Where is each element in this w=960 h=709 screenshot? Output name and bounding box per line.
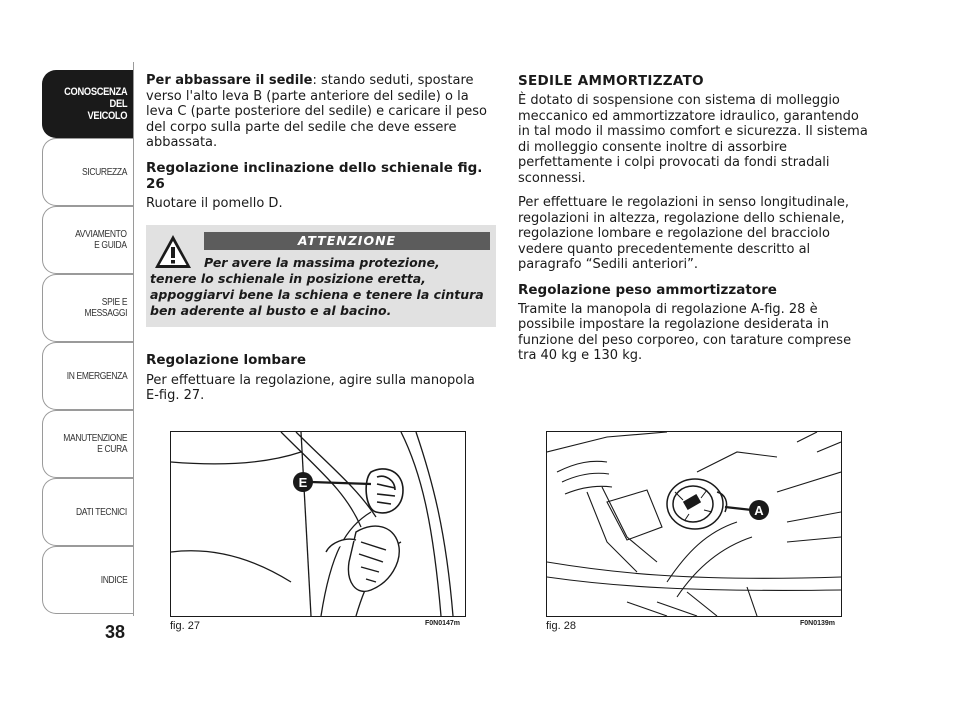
- tab-conoscenza-del-veicolo[interactable]: [42, 70, 134, 138]
- left-column: [146, 73, 498, 220]
- tab-label: MANUTENZIONE E CURA: [63, 433, 127, 455]
- tab-label: SICUREZZA: [81, 166, 127, 178]
- right-column: [518, 73, 868, 373]
- tab-manutenzione-e-cura[interactable]: [42, 410, 134, 478]
- paragraph-adjustments: Per effettuare le regolazioni in senso longitudinale, regolazioni in altezza, regolazione dello schienale, regolazione lombare e regolazione del bracciolo vedere quanto precedentemente descritto al paragrafo “Sedili anteriori”.: [518, 195, 850, 272]
- paragraph-lower-seat: [146, 73, 498, 151]
- tab-in-emergenza[interactable]: [42, 342, 134, 410]
- tab-dati-tecnici[interactable]: [42, 478, 134, 546]
- chapter-sidebar: [42, 70, 134, 614]
- heading-weight-adjustment: Regolazione peso ammortizzatore: [518, 281, 777, 298]
- lower-seat-lead: Per abbassare il sedile: [146, 73, 313, 88]
- lumbar-section: [146, 353, 486, 404]
- tab-spie-e-messaggi[interactable]: [42, 274, 134, 342]
- tab-label: CONOSCENZA DEL VEICOLO: [63, 86, 127, 122]
- callout-label: E: [298, 475, 308, 490]
- tab-indice[interactable]: [42, 546, 134, 614]
- heading-lumbar: Regolazione lombare: [146, 352, 307, 368]
- paragraph-weight-adjustment: Tramite la manopola di regolazione A-fig. 28 è possibile impostare la regolazione desiderata in funzione del peso corporeo, con tarature comprese tra 40 kg e 130 kg.: [518, 301, 852, 363]
- warning-header: ATTENZIONE: [204, 232, 490, 250]
- heading-backrest: Regolazione inclinazione dello schienale fig. 26: [146, 159, 483, 192]
- tab-label: DATI TECNICI: [76, 506, 127, 518]
- tab-avviamento-e-guida[interactable]: [42, 206, 134, 274]
- warning-text: Per avere la massima protezione, tenere lo schienale in posizione eretta, appoggiarvi bene la schiena e tenere la cintura ben aderente al busto e al bacino.: [150, 255, 484, 318]
- lumbar-knob-illustration: [171, 432, 465, 616]
- figure-27-label: fig. 27: [170, 620, 200, 632]
- paragraph-lumbar: Per effettuare la regolazione, agire sulla manopola E-fig. 27.: [146, 372, 475, 403]
- figure-28-label: fig. 28: [546, 620, 576, 632]
- damper-knob-illustration: [547, 432, 841, 616]
- tab-sicurezza[interactable]: [42, 138, 134, 206]
- page-number: 38: [105, 622, 126, 642]
- tab-label: INDICE: [100, 574, 127, 586]
- heading-suspended-seat: SEDILE AMMORTIZZATO: [518, 73, 704, 89]
- callout-label: A: [754, 503, 764, 518]
- warning-box: [146, 225, 496, 327]
- paragraph-suspension: È dotato di sospensione con sistema di molleggio meccanico ed ammortizzatore idraulico, garantendo in tal modo il massimo comfort e sicurezza. Il sistema di molleggio consente inoltre di assorbire perfettamente i colpi provocati da fondi stradali sconnessi.: [518, 93, 868, 186]
- figure-28-image: [546, 431, 842, 617]
- figure-27-code: F0N0147m: [425, 620, 461, 627]
- sidebar-divider: [133, 62, 134, 616]
- figure-27-image: [170, 431, 466, 617]
- paragraph-backrest: Ruotare il pomello D.: [146, 195, 283, 211]
- figure-28-code: F0N0139m: [800, 620, 836, 627]
- tab-label: IN EMERGENZA: [66, 370, 127, 382]
- tab-label: AVVIAMENTO E GUIDA: [75, 229, 127, 251]
- tab-label: SPIE E MESSAGGI: [84, 297, 127, 319]
- lower-seat-text: : stando seduti, spostare verso l'alto leva B (parte anteriore del sedile) o la leva C (parte posteriore del sedile) e caricare il peso del corpo sulla parte del sedile che deve essere abbassata.: [146, 73, 487, 150]
